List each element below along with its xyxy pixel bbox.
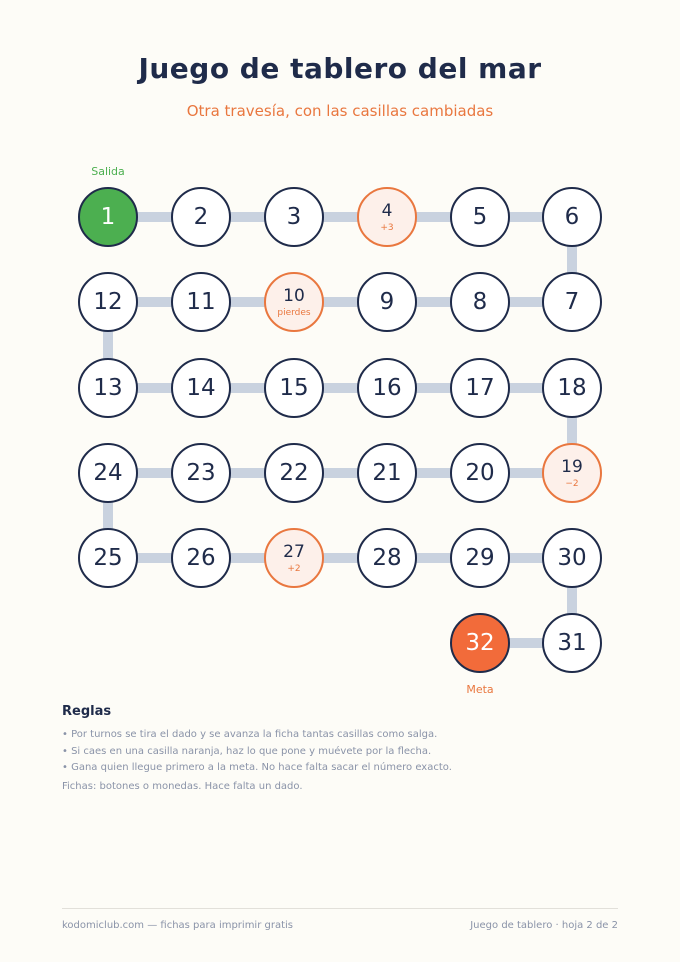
board-cell-20 <box>450 443 510 503</box>
cell-number: 13 <box>93 374 123 401</box>
board-cell-10 <box>264 272 324 332</box>
board-cell-14 <box>171 358 231 418</box>
cell-instruction: +2 <box>287 563 301 574</box>
rule-item: • Gana quien llegue primero a la meta. No hace falta sacar el número exacto. <box>62 760 452 777</box>
cell-number: 24 <box>93 459 123 486</box>
board-cell-5 <box>450 187 510 247</box>
cell-number: 18 <box>557 374 587 401</box>
cell-number: 10 <box>283 285 305 306</box>
cell-number: 12 <box>93 288 123 315</box>
board-cell-18 <box>542 358 602 418</box>
board-cell-29 <box>450 528 510 588</box>
cell-number: 29 <box>465 544 495 571</box>
rule-item: • Si caes en una casilla naranja, haz lo que pone y muévete por la flecha. <box>62 744 452 761</box>
cell-number: 30 <box>557 544 587 571</box>
cell-number: 22 <box>279 459 309 486</box>
cell-instruction: −2 <box>565 478 579 489</box>
board-cell-19 <box>542 443 602 503</box>
cell-number: 31 <box>557 629 587 656</box>
board-cell-11 <box>171 272 231 332</box>
rules-title: Reglas <box>62 704 112 719</box>
board-cell-27 <box>264 528 324 588</box>
cell-number: 7 <box>564 288 580 315</box>
board-cell-26 <box>171 528 231 588</box>
board-cell-22 <box>264 443 324 503</box>
cell-number: 15 <box>279 374 309 401</box>
start-label: Salida <box>91 165 125 178</box>
goal-label: Meta <box>466 683 494 696</box>
board-cell-8 <box>450 272 510 332</box>
board-cell-7 <box>542 272 602 332</box>
rules-list <box>62 727 452 777</box>
board-cell-30 <box>542 528 602 588</box>
rule-item: • Por turnos se tira el dado y se avanza la ficha tantas casillas como salga. <box>62 727 452 744</box>
cell-instruction: pierdes <box>277 307 311 318</box>
cell-number: 23 <box>186 459 216 486</box>
cell-number: 32 <box>465 629 495 656</box>
cell-number: 8 <box>472 288 488 315</box>
cell-number: 14 <box>186 374 216 401</box>
cell-number: 21 <box>372 459 402 486</box>
cell-number: 25 <box>93 544 123 571</box>
board-cell-23 <box>171 443 231 503</box>
board-cell-24 <box>78 443 138 503</box>
board-cell-31 <box>542 613 602 673</box>
cell-number: 20 <box>465 459 495 486</box>
cell-number: 28 <box>372 544 402 571</box>
cell-number: 19 <box>561 456 583 477</box>
board-cell-2 <box>171 187 231 247</box>
cell-number: 6 <box>564 203 580 230</box>
footer-divider <box>62 908 618 909</box>
footer-page-info: Juego de tablero · hoja 2 de 2 <box>470 920 618 931</box>
cell-number: 2 <box>193 203 209 230</box>
page-title: Juego de tablero del mar <box>138 52 542 85</box>
cell-number: 1 <box>100 203 116 230</box>
cell-number: 16 <box>372 374 402 401</box>
board-cell-6 <box>542 187 602 247</box>
cell-number: 17 <box>465 374 495 401</box>
board-cell-17 <box>450 358 510 418</box>
footer-site: kodomiclub.com — fichas para imprimir gratis <box>62 920 294 931</box>
board-cell-1 <box>78 187 138 247</box>
materials-note: Fichas: botones o monedas. Hace falta un dado. <box>62 781 303 792</box>
board-cell-25 <box>78 528 138 588</box>
board-cell-9 <box>357 272 417 332</box>
board-cell-15 <box>264 358 324 418</box>
cell-instruction: +3 <box>380 222 394 233</box>
board-cell-4 <box>357 187 417 247</box>
board-cell-32 <box>450 613 510 673</box>
cell-number: 26 <box>186 544 216 571</box>
cell-number: 4 <box>381 200 393 221</box>
board-cell-12 <box>78 272 138 332</box>
board-cell-3 <box>264 187 324 247</box>
board-cell-16 <box>357 358 417 418</box>
cell-number: 11 <box>186 288 216 315</box>
page-subtitle: Otra travesía, con las casillas cambiadas <box>186 102 494 120</box>
cell-number: 3 <box>286 203 302 230</box>
board-cell-28 <box>357 528 417 588</box>
board-cell-13 <box>78 358 138 418</box>
cell-number: 5 <box>472 203 488 230</box>
board-cell-21 <box>357 443 417 503</box>
cell-number: 9 <box>379 288 395 315</box>
cell-number: 27 <box>283 541 305 562</box>
